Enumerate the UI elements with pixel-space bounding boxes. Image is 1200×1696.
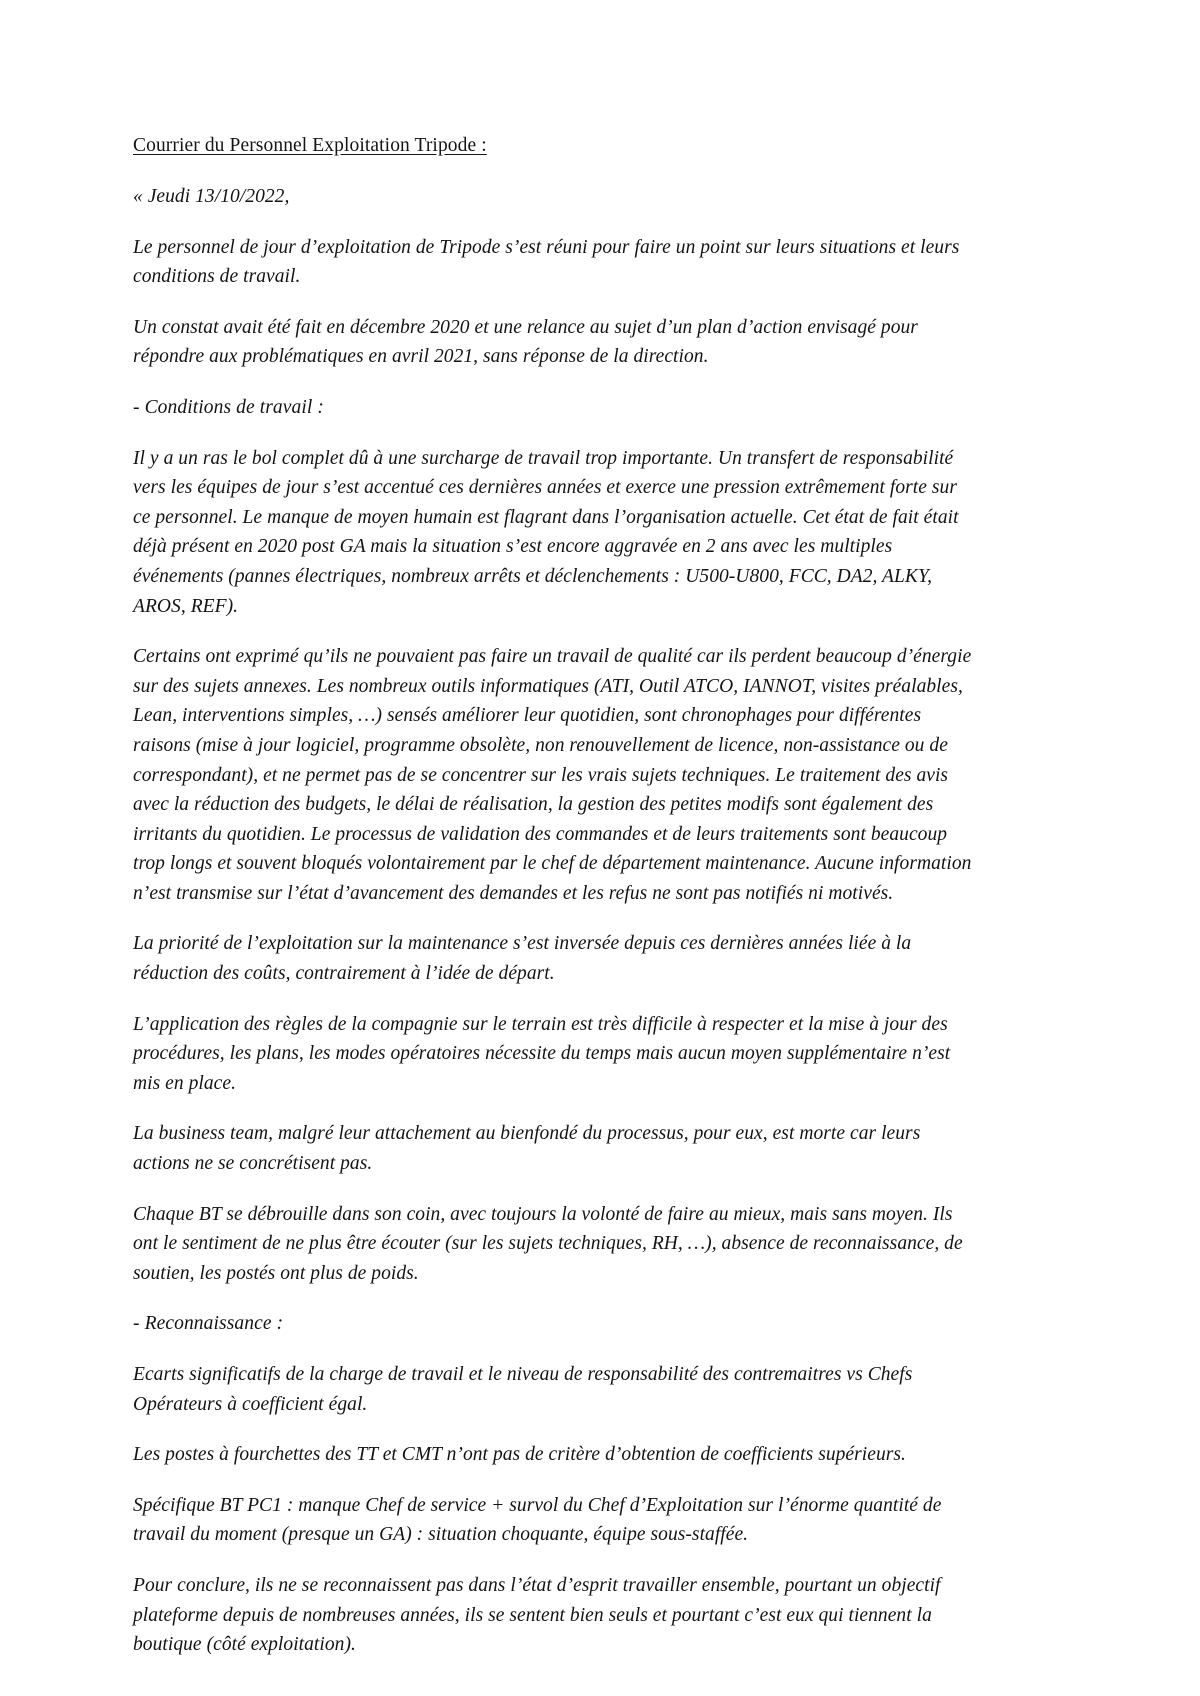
document-body	[133, 131, 978, 1660]
paragraph-priorite-exploitation: La priorité de l’exploitation sur la maintenance s’est inversée depuis ces dernières années liée à la réduction des coûts, contrairement à l’idée de départ.	[133, 933, 917, 985]
paragraph-ras-le-bol: Il y a un ras le bol complet dû à une surcharge de travail trop importante. Un transfert de responsabilité vers les équipes de jour s’est accentué ces dernières années et exerce une pression extrêmement forte sur ce personnel. Le manque de moyen humain est flagrant dans l’organisation actuelle. Cet état de fait était déjà présent en 2020 post GA mais la situation s’est encore aggravée en 2 ans avec les multiples événements (pannes électriques, nombreux arrêts et déclenchements : U500-U800, FCC, DA2, ALKY, AROS, REF).	[133, 447, 964, 617]
paragraph-intro: Le personnel de jour d’exploitation de Tripode s’est réuni pour faire un point sur leurs situations et leurs conditions de travail.	[133, 236, 965, 288]
paragraph-specifique-bt-pc1: Spécifique BT PC1 : manque Chef de service + survol du Chef d’Exploitation sur l’énorme quantité de travail du moment (presque un GA) : situation choquante, équipe sous-staffée.	[133, 1494, 947, 1546]
paragraph-chaque-bt: Chaque BT se débrouille dans son coin, avec toujours la volonté de faire au mieux, mais sans moyen. Ils ont le sentiment de ne plus être écouter (sur les sujets techniques, RH, …), absence de reconnaissance, de soutien, les postés ont plus de poids.	[133, 1203, 968, 1284]
paragraph-outils-informatiques: Certains ont exprimé qu’ils ne pouvaient pas faire un travail de qualité car ils perdent beaucoup d’énergie sur des sujets annexes. Les nombreux outils informatiques (ATI, Outil ATCO, IANNOT, visites préalables, Lean, interventions simples, …) sensés améliorer leur quotidien, sont chronophages pour différentes raisons (mise à jour logiciel, programme obsolète, non renouvellement de licence, non-assistance ou de correspondant), et ne permet pas de se concentrer sur les vrais sujets techniques. Le traitement des avis avec la réduction des budgets, le délai de réalisation, la gestion des petites modifs sont également des irritants du quotidien. Le processus de validation des commandes et de leurs traitements sont beaucoup trop longs et souvent bloqués volontairement par le chef de département maintenance. Aucune information n’est transmise sur l’état d’avancement des demandes et les refus ne sont pas notifiés ni motivés.	[133, 646, 977, 904]
paragraph-postes-fourchettes: Les postes à fourchettes des TT et CMT n’ont pas de critère d’obtention de coefficients supérieurs.	[133, 1444, 906, 1466]
section-heading-reconnaissance: - Reconnaissance :	[133, 1313, 284, 1335]
paragraph-ecarts-significatifs: Ecarts significatifs de la charge de travail et le niveau de responsabilité des contremaitres vs Chefs Opérateurs à coefficient égal.	[133, 1364, 918, 1415]
paragraph-conclusion: Pour conclure, ils ne se reconnaissent pas dans l’état d’esprit travailler ensemble, pourtant un objectif plateforme depuis de nombreuses années, ils se sentent bien seuls et pourtant c’est eux qui tiennent la boutique (côté exploitation).	[133, 1574, 946, 1656]
paragraph-application-regles: L’application des règles de la compagnie sur le terrain est très difficile à respecter et la mise à jour des procédures, les plans, les modes opératoires nécessite du temps mais aucun moyen supplémentaire n’est mis en place.	[133, 1013, 956, 1094]
paragraph-constat: Un constat avait été fait en décembre 2020 et une relance au sujet d’un plan d’action envisagé pour répondre aux problématiques en avril 2021, sans réponse de la direction.	[133, 316, 923, 368]
section-heading-conditions-de-travail: - Conditions de travail :	[133, 396, 324, 418]
page-title: Courrier du Personnel Exploitation Tripode :	[133, 135, 487, 156]
paragraph-business-team: La business team, malgré leur attachement au bienfondé du processus, pour eux, est morte car leurs actions ne se concrétisent pas.	[133, 1123, 926, 1175]
paragraph-date: « Jeudi 13/10/2022,	[133, 186, 290, 207]
